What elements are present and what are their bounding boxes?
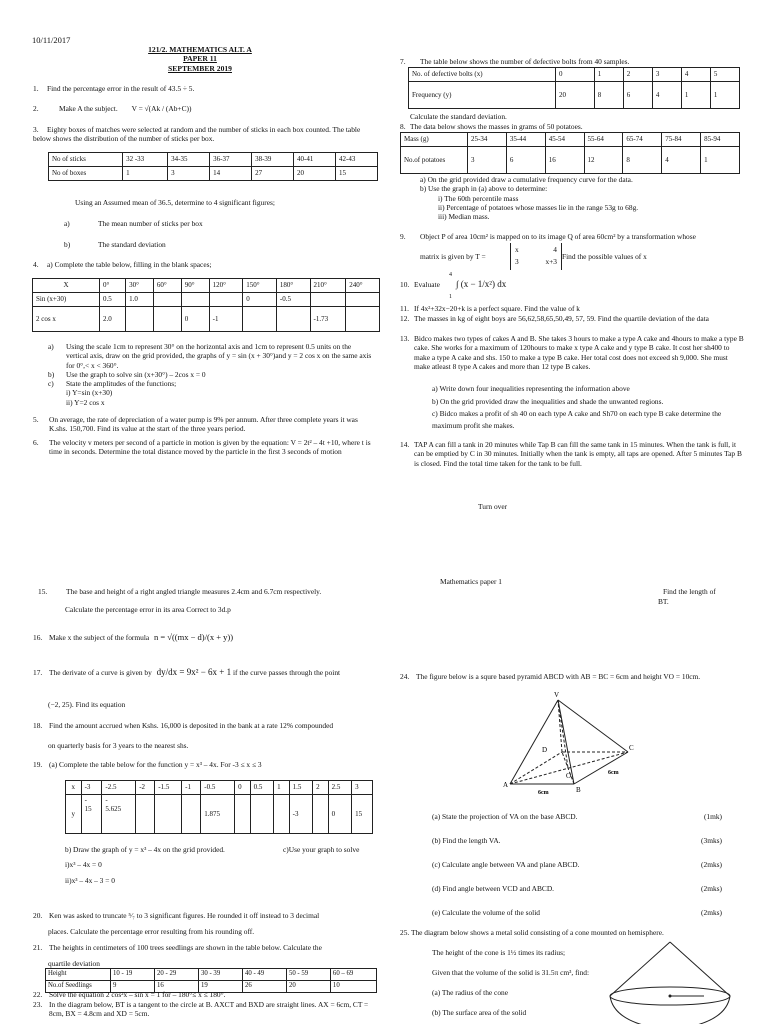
q17-point: (−2, 25). Find its equation [48, 700, 126, 709]
question-2 [33, 104, 373, 113]
q-number: 23. [33, 1000, 43, 1009]
table-cell: -2 [136, 781, 155, 795]
q-text: Evaluate [414, 280, 440, 289]
q3-assumed-mean: Using an Assumed mean of 36.5, determine to 4 significant figures; [75, 198, 275, 207]
table-cell: 2 cos x [33, 307, 100, 332]
q23-find: Find the length of [663, 587, 716, 596]
table-cell [276, 307, 310, 332]
table-cell: 20 [286, 981, 330, 993]
question-14 [400, 440, 745, 468]
table-cell: -0.5 [276, 293, 310, 307]
label-b: B [576, 786, 581, 794]
question-11 [400, 304, 745, 313]
q-number: 21. [33, 943, 43, 952]
table-cell: 4 [662, 147, 701, 174]
question-12 [400, 314, 745, 323]
q-text: On average, the rate of depreciation of a water pump is 9% per annum. After three complete years it was K.shs. 150,700. Find its value at the start of the three years period. [49, 415, 358, 434]
table-cell: 8 [594, 82, 623, 109]
table-cell: 10 - 19 [111, 969, 155, 981]
q-text: Solve the equation 2 cos²x – sin x = 1 for – 180°≤ x ≤ 180°. [49, 990, 226, 999]
q-number: 15. [38, 587, 48, 596]
table-cell: 4 [681, 68, 710, 82]
q-number: 8. [400, 122, 406, 131]
q19-ii: ii)x³ – 4x – 3 = 0 [65, 876, 115, 885]
q24-part [432, 884, 722, 908]
table-cell: 180° [276, 279, 310, 293]
table-cell: 20 - 29 [154, 969, 198, 981]
table-cell [235, 795, 251, 834]
paper-number: PAPER 11 [183, 54, 217, 64]
q-number: 1. [33, 84, 39, 93]
table-cell: Mass (g) [401, 133, 468, 147]
part-label: c) [48, 379, 54, 388]
q25-a: The height of the cone is 1½ times its radius; [432, 948, 566, 957]
table-cell [126, 307, 154, 332]
part-text: i) The 60th percentile mass [438, 193, 519, 203]
edge-vc [558, 700, 628, 752]
q-text: In the diagram below, BT is a tangent to the circle at B. AXCT and BXD are straight lines. AX = 6cm, CT = 8cm, BX = 4.8cm and XD = 5cm. [49, 1000, 369, 1019]
q4-parts [48, 342, 373, 407]
q25-d: (b) The surface area of the solid [432, 1008, 527, 1017]
part-label: a) [48, 342, 54, 351]
paper-header [90, 45, 310, 73]
table-cell: 5 [710, 68, 739, 82]
part-text: (b) Find the length VA. [432, 836, 501, 845]
q-text: The data below shows the masses in grams of 50 potatoes. [410, 122, 583, 131]
table-cell: -1.5 [155, 781, 182, 795]
question-17 [33, 667, 378, 678]
q-number: 7. [400, 57, 406, 66]
q-number: 20. [33, 911, 43, 920]
table-cell: -3 [81, 781, 102, 795]
part-label: b) [48, 369, 55, 379]
table-cell [346, 293, 380, 307]
paper-code: 121/2. MATHEMATICS ALT. A [148, 45, 252, 54]
question-5 [33, 415, 373, 434]
question-10 [400, 280, 440, 289]
q19-i: i)x³ – 4x = 0 [65, 860, 102, 869]
table-cell: 25-34 [468, 133, 507, 147]
table-cell: 26 [242, 981, 286, 993]
table-cell: 14 [210, 167, 252, 181]
part-text: ii) Y=2 cos x [66, 397, 105, 407]
table-cell: 0.5 [100, 293, 126, 307]
question-16 [33, 632, 233, 643]
pyramid-diagram [480, 688, 640, 796]
table-row [401, 147, 740, 174]
table-cell: -1 [209, 307, 243, 332]
table-cell: 20 [294, 167, 336, 181]
question-22 [33, 990, 378, 999]
q23-bt: BT. [658, 597, 669, 606]
turn-over: Turn over [478, 502, 508, 511]
q-number: 2. [33, 104, 39, 113]
q-text: a) Complete the table below, filling in the blank spaces; [47, 260, 212, 269]
q16-formula: n = √((mx − d)/(x + y)) [154, 632, 234, 642]
table-cell: 15 [352, 795, 373, 834]
table-cell: 3 [468, 147, 507, 174]
table-cell: 16 [545, 147, 584, 174]
part-text: ii) Percentage of potatoes whose masses lie in the range 53g to 68g. [438, 202, 639, 212]
q24-part [432, 836, 722, 860]
table-cell: 36-37 [210, 153, 252, 167]
table-row [409, 68, 740, 82]
q7-table [408, 67, 740, 109]
part-text: (a) State the projection of VA on the base ABCD. [432, 812, 578, 821]
table-cell: 30 - 39 [198, 969, 242, 981]
q-number: 4. [33, 260, 39, 269]
table-cell [209, 293, 243, 307]
table-cell: -2.5 [102, 781, 136, 795]
q-number: 16. [33, 633, 43, 642]
q-number: 9. [400, 232, 406, 241]
question-6 [33, 438, 373, 457]
table-row [33, 307, 380, 332]
center-point [669, 995, 672, 998]
table-cell: 15 [335, 167, 377, 181]
table-cell [182, 795, 201, 834]
table-cell: 2.5 [328, 781, 351, 795]
table-cell: No. of defective bolts (x) [409, 68, 556, 82]
q-text: If 4x²+32x−20+k is a perfect square. Find the value of k [414, 304, 580, 313]
table-cell: 240° [346, 279, 380, 293]
question-20 [33, 911, 378, 920]
question-25: 25. The diagram below shows a metal solid consisting of a cone mounted on hemisphere. [400, 928, 664, 937]
table-cell: 27 [252, 167, 294, 181]
q17-formula: dy/dx = 9x² − 6x + 1 [156, 667, 232, 677]
date: 10/11/2017 [32, 35, 71, 45]
table-cell: - 15 [81, 795, 102, 834]
q15-part: Calculate the percentage error in its area Correct to 3d.p [65, 605, 231, 614]
q-number: 6. [33, 438, 39, 447]
table-cell: 0 [235, 781, 251, 795]
height-vo [558, 700, 568, 768]
table-cell: No.of Seedlings [46, 981, 111, 993]
q24-part [432, 812, 722, 836]
q-text: The heights in centimeters of 100 trees seedlings are shown in the table below. Calculate the [49, 943, 322, 952]
table-cell: 60° [153, 279, 181, 293]
table-cell [155, 795, 182, 834]
part-marks: (3mks) [701, 836, 722, 845]
question-1 [33, 84, 373, 93]
q10-lower-limit: 1 [449, 294, 452, 300]
table-cell: 90° [181, 279, 209, 293]
q8-parts [420, 175, 740, 221]
table-cell: 1.5 [289, 781, 312, 795]
q-text: Find the percentage error in the result of 43.5 ÷ 5. [47, 84, 195, 93]
part-text: (d) Find angle between VCD and ABCD. [432, 884, 554, 893]
table-cell: No.of potatoes [401, 147, 468, 174]
label-d: D [542, 746, 548, 754]
table-cell: -1.73 [310, 307, 346, 332]
q-number: 11. [400, 304, 409, 313]
part-text: State the amplitudes of the functions; [66, 379, 177, 388]
q-text: if the curve passes through the point [232, 668, 341, 677]
table-cell: 9 [111, 981, 155, 993]
table-cell: 60 – 69 [330, 969, 376, 981]
q-text: Object P of area 10cm² is mapped on to its image Q of area 60cm² by a transformation whose [420, 232, 696, 241]
table-cell: 45-54 [545, 133, 584, 147]
question-7 [400, 57, 745, 66]
matrix-cell: x [515, 245, 519, 254]
question-21 [33, 943, 378, 952]
question-8 [400, 122, 745, 131]
q-number: 19. [33, 760, 43, 769]
table-cell: 1 [710, 82, 739, 109]
table-cell: 55-64 [584, 133, 623, 147]
part-text: c) Bidco makes a profit of sh 40 on each type A cake and Sh70 on each type B cake determine the maximum profit she makes. [432, 409, 722, 430]
q19-b: b) Draw the graph of y = x³ – 4x on the grid provided. [65, 845, 225, 854]
part-text: a) On the grid provided draw a cumulative frequency curve for the data. [420, 175, 633, 184]
table-cell: No of boxes [49, 167, 123, 181]
table-cell: 40 - 49 [242, 969, 286, 981]
table-cell: 20 [556, 82, 595, 109]
q24-part [432, 860, 722, 884]
matrix-cell: x+3 [545, 257, 557, 267]
part-text: a) Write down four inequalities representing the information above [432, 384, 630, 393]
table-cell [346, 307, 380, 332]
label-a: A [503, 781, 509, 789]
table-cell: 50 - 59 [286, 969, 330, 981]
table-cell: 0° [100, 279, 126, 293]
table-cell: 0.5 [250, 781, 273, 795]
table-cell: 4 [652, 82, 681, 109]
table-row [401, 133, 740, 147]
part-text: (e) Calculate the volume of the solid [432, 908, 540, 917]
q2-formula: V = √(Ak / (Ab+C)) [131, 104, 192, 113]
part-text: iii) Median mass. [438, 212, 490, 221]
table-cell: 0 [328, 795, 351, 834]
question-4 [33, 260, 373, 269]
q-text: Make A the subject. [59, 104, 118, 113]
table-cell: -3 [289, 795, 312, 834]
part-marks: (2mks) [701, 884, 722, 893]
table-row [66, 795, 373, 834]
q-text: The derivate of a curve is given by [49, 668, 152, 677]
hemisphere-outline [610, 996, 730, 1024]
table-cell: No of sticks [49, 153, 123, 167]
table-cell: 1.0 [126, 293, 154, 307]
q25-b: Given that the volume of the solid is 31.5π cm³, find: [432, 968, 590, 977]
table-cell: 1.875 [201, 795, 235, 834]
table-cell: 42-43 [335, 153, 377, 167]
q-number: 22. [33, 990, 43, 999]
q3b-text: The standard deviation [98, 240, 166, 249]
q-text: Eighty boxes of matches were selected at random and the number of sticks in each box counted. The table below shows the distribution of the number of sticks per box. [33, 125, 361, 144]
table-row [33, 279, 380, 293]
table-cell: y [66, 795, 82, 834]
table-cell: X [33, 279, 100, 293]
part-text: i) Y=sin (x+30) [66, 388, 113, 398]
label-bc-length: 6cm [608, 770, 619, 776]
matrix-cell: 4 [553, 245, 557, 254]
table-cell: -0.5 [201, 781, 235, 795]
paper-session: SEPTEMBER 2019 [168, 63, 232, 73]
q-text: The masses in kg of eight boys are 56,62,58,65,50,49, 57, 59. Find the quartile deviation of the data [414, 314, 709, 323]
question-23 [33, 1000, 378, 1019]
label-ab-length: 6cm [538, 790, 549, 796]
part-text: Use the graph to solve sin (x+30°) – 2cos x = 0 [66, 369, 206, 379]
q8-table [400, 132, 740, 174]
q-number: 18. [33, 721, 43, 730]
table-cell: 1 [701, 147, 740, 174]
label-v: V [554, 691, 560, 699]
matrix-cell: 3 [515, 257, 519, 267]
table-cell: 75-84 [662, 133, 701, 147]
table-cell: 6 [506, 147, 545, 174]
q-number: 12. [400, 314, 410, 323]
table-cell [313, 795, 329, 834]
q-text: The base and height of a right angled triangle measures 2.4cm and 6.7cm respectively. [66, 587, 322, 596]
edge-bc [574, 752, 628, 784]
q19-table [65, 780, 373, 834]
part-marks: (2mks) [701, 908, 722, 917]
table-cell [136, 795, 155, 834]
part-marks: (1mk) [703, 812, 722, 821]
label-c: C [629, 744, 634, 752]
table-cell: Height [46, 969, 111, 981]
q20-part: places. Calculate the percentage error resulting from his rounding off. [48, 927, 255, 936]
q7-calc: Calculate the standard deviation. [410, 112, 507, 121]
table-cell: 2 [623, 68, 652, 82]
q-number: 5. [33, 415, 39, 424]
question-18 [33, 721, 378, 730]
table-cell: 0 [243, 293, 277, 307]
q9-find: Find the possible values of x [562, 252, 647, 261]
part-text: b) Use the graph in (a) above to determine: [420, 184, 548, 194]
table-cell: 8 [623, 147, 662, 174]
table-cell: 35-44 [506, 133, 545, 147]
label-o: O [566, 772, 572, 780]
table-cell: Sin (x+30) [33, 293, 100, 307]
table-cell [310, 293, 346, 307]
q-number: 17. [33, 668, 43, 677]
q-text: The figure below is a squre based pyramid ABCD with AB = BC = 6cm and height VO = 10cm. [416, 672, 701, 681]
q18-part: on quarterly basis for 3 years to the nearest shs. [48, 741, 189, 750]
q3a-text: The mean number of sticks per box [98, 219, 203, 228]
table-cell: 3 [352, 781, 373, 795]
edge-ad [510, 752, 562, 784]
table-row [66, 781, 373, 795]
q4-table [32, 278, 380, 332]
q-text: (a) Complete the table below for the function y = x³ – 4x. For -3 ≤ x ≤ 3 [49, 760, 262, 769]
table-cell: 1 [123, 167, 168, 181]
q9-matrix [510, 243, 562, 270]
table-cell [243, 307, 277, 332]
q10-integral: ∫ (x − 1/x²) dx [456, 279, 507, 289]
table-cell [250, 795, 273, 834]
q24-parts [432, 812, 722, 932]
table-cell: 0 [181, 307, 209, 332]
q-text: The table below shows the number of defective bolts from 40 samples. [420, 57, 630, 66]
table-cell: 32 -33 [123, 153, 168, 167]
part-text: (c) Calculate angle between VA and plane ABCD. [432, 860, 580, 869]
q19-c: c)Use your graph to solve [283, 845, 360, 854]
right-page-title: Mathematics paper 1 [440, 577, 502, 586]
table-cell [274, 795, 290, 834]
question-9 [400, 232, 745, 241]
question-3 [33, 125, 373, 144]
q21-part: quartile deviation [48, 959, 100, 968]
table-row [49, 167, 378, 181]
q10-upper-limit: 4 [449, 272, 452, 278]
edge-va [510, 700, 558, 784]
question-24 [400, 672, 745, 681]
table-cell: 65-74 [623, 133, 662, 147]
part-marks: (2mks) [701, 860, 722, 869]
q3b-label: b) [64, 240, 71, 249]
q13-parts [432, 383, 740, 432]
table-cell: 85-94 [701, 133, 740, 147]
table-cell: 210° [310, 279, 346, 293]
table-cell: 12 [584, 147, 623, 174]
q-text: Find the amount accrued when Kshs. 16,000 is deposited in the bank at a rate 12% compounded [49, 721, 334, 730]
table-cell: 120° [209, 279, 243, 293]
q-text: The velocity v meters per second of a particle in motion is given by the equation: V = 2t² – 4t +10, where t is time in seconds. Determine the total distance moved by the particle in the first 3 seconds of motion [49, 438, 371, 457]
table-cell [153, 307, 181, 332]
q3a-label: a) [64, 219, 70, 228]
table-cell: 3 [168, 167, 210, 181]
table-cell: 16 [154, 981, 198, 993]
part-text: Using the scale 1cm to represent 30° on the horizontal axis and 1cm to represent 0.5 units on the vertical axis, draw on the grid provided, the graphs of y = sin (x + 30°)and y = 2 cos x on the same axis for 0°,< x < 360°. [66, 342, 372, 370]
q-text: Bidco makes two types of cakes A and B. She takes 3 hours to make a type A cake and 4hours to make a type B cake. She works for a maximum of 120hours to make x type A cake and y type B cake. It cost her sh400 to make a type A cake and shs. 150 to make a type B cake. Her total cost does not exceed sh 9,000. She must make atleast 8 type A cakes and more than 12 type B cakes. [414, 334, 744, 371]
part-text: b) On the grid provided draw the inequalities and shade the unwanted regions. [432, 396, 664, 406]
table-cell: 150° [243, 279, 277, 293]
table-cell: 0 [556, 68, 595, 82]
table-cell: x [66, 781, 82, 795]
q-number: 13. [400, 334, 410, 343]
q9-matrix-label: matrix is given by T = [420, 252, 486, 261]
table-row [33, 293, 380, 307]
q-number: 3. [33, 125, 39, 134]
q3-table [48, 152, 378, 181]
table-cell: 6 [623, 82, 652, 109]
q-number: 24. [400, 672, 410, 681]
table-cell: 34-35 [168, 153, 210, 167]
table-cell: 2 [313, 781, 329, 795]
cone-hemisphere-diagram [600, 940, 750, 1024]
table-cell: 10 [330, 981, 376, 993]
table-cell: Frequency (y) [409, 82, 556, 109]
table-cell: 38-39 [252, 153, 294, 167]
q25-c: (a) The radius of the cone [432, 988, 508, 997]
table-row [409, 82, 740, 109]
q-number: 14. [400, 440, 410, 449]
table-cell: 40-41 [294, 153, 336, 167]
table-cell: 3 [652, 68, 681, 82]
table-cell: 19 [198, 981, 242, 993]
table-cell [153, 293, 181, 307]
table-cell: 2.0 [100, 307, 126, 332]
table-row [49, 153, 378, 167]
question-13 [400, 334, 745, 371]
table-cell: 1 [681, 82, 710, 109]
table-cell: 30° [126, 279, 154, 293]
q-number: 10. [400, 280, 410, 289]
table-cell: 1 [274, 781, 290, 795]
q-text: Ken was asked to truncate ⁵⁄₇ to 3 significant figures. He rounded it off instead to 3 decimal [49, 911, 320, 920]
table-cell: 1 [594, 68, 623, 82]
q-text: Make x the subject of the formula [49, 633, 150, 642]
table-cell [181, 293, 209, 307]
table-cell: -1 [182, 781, 201, 795]
question-15 [38, 587, 378, 596]
table-row [46, 969, 377, 981]
table-cell: - 5.625 [102, 795, 136, 834]
question-19 [33, 760, 378, 769]
q-text: TAP A can fill a tank in 20 minutes while Tap B can fill the same tank in 15 minutes. When the tank is full, it can be emptied by C in 30 minutes. Initially when the tank is empty, all taps are opened. After 5 minutes Tap B is closed. Find the total time taken for the tank to be full. [414, 440, 742, 468]
